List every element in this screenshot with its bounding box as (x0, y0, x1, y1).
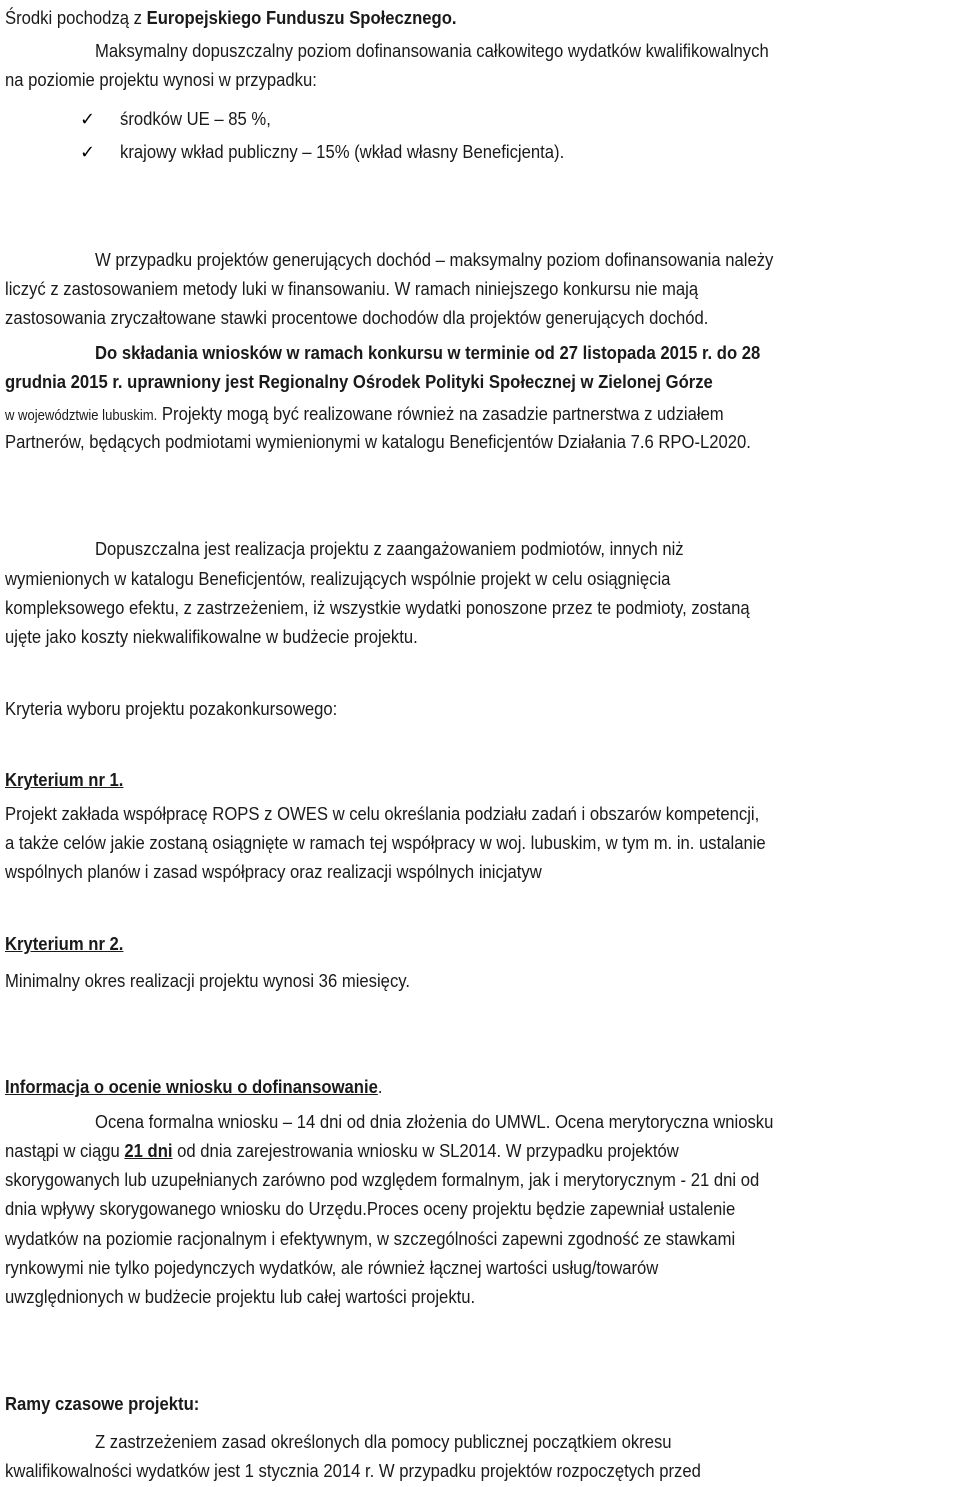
checklist-item-eu-funds: środków UE – 85 %, (120, 108, 271, 129)
checkmark-icon: ✓ (80, 109, 96, 129)
max-cofinancing-line-1: Maksymalny dopuszczalny poziom dofinansowania całkowitego wydatków kwalifikowalnych (95, 40, 769, 61)
criterion-2-title: Kryterium nr 2. (5, 933, 124, 954)
criterion-1-title: Kryterium nr 1. (5, 769, 124, 790)
criterion-2-line-1: Minimalny okres realizacji projektu wynosi 36 miesięcy. (5, 970, 410, 991)
evaluation-line-6: rynkowymi nie tylko pojedynczych wydatków, ale również łącznej wartości usług/towarów (5, 1257, 659, 1278)
entities-line-3: kompleksowego efektu, z zastrzeżeniem, iż wszystkie wydatki ponoszone przez te podmioty, zostaną (5, 597, 750, 618)
partnership-text: Projekty mogą być realizowane również na zasadzie partnerstwa z udziałem (157, 403, 724, 424)
max-cofinancing-line-2: na poziomie projektu wynosi w przypadku: (5, 69, 317, 90)
checkmark-icon: ✓ (80, 142, 96, 162)
partnership-line-2: Partnerów, będących podmiotami wymienionymi w katalogu Beneficjentów Działania 7.6 RPO-L2020. (5, 431, 751, 452)
funding-source-line (5, 6, 457, 30)
funding-source-name: Europejskiego Funduszu Społecznego. (146, 7, 457, 28)
entities-line-2: wymienionych w katalogu Beneficjentów, realizujących wspólnie projekt w celu osiągnięcia (5, 568, 671, 589)
income-projects-line-2: liczyć z zastosowaniem metody luki w finansowaniu. W ramach niniejszego konkursu nie mają (5, 278, 699, 299)
evaluation-line-5: wydatków na poziomie racjonalnym i efektywnym, w szczególności zapewni zgodność ze stawkami (5, 1228, 736, 1249)
evaluation-line-7: uwzględnionych w budżecie projektu lub całej wartości projektu. (5, 1286, 476, 1307)
criterion-1-line-1: Projekt zakłada współpracę ROPS z OWES w celu określania podziału zadań i obszarów kompetencji, (5, 803, 760, 824)
evaluation-line-2: nastąpi w ciągu 21 dni od dnia zarejestrowania wniosku w SL2014. W przypadku projektów (5, 1140, 679, 1161)
evaluation-heading: Informacja o ocenie wniosku o dofinansowanie (5, 1076, 378, 1097)
evaluation-line-3: skorygowanych lub uzupełnianych zarówno pod względem formalnym, jak i merytorycznym - 21 dni od (5, 1169, 760, 1190)
evaluation-days: 21 dni (124, 1140, 173, 1161)
criterion-1-line-2: a także celów jakie zostaną osiągnięte w ramach tej współpracy w woj. lubuskim, w tym m. in. ustalanie (5, 832, 766, 853)
timeframe-line-1: Z zastrzeżeniem zasad określonych dla pomocy publicznej początkiem okresu (95, 1431, 672, 1452)
applicant-line-2: grudnia 2015 r. uprawniony jest Regionalny Ośrodek Polityki Społecznej w Zielonej Górze (5, 371, 713, 392)
funding-source-label: Środki pochodzą z (5, 7, 147, 28)
evaluation-line-1: Ocena formalna wniosku – 14 dni od dnia złożenia do UMWL. Ocena merytoryczna wniosku (95, 1111, 774, 1132)
applicant-line-1: Do składania wniosków w ramach konkursu w terminie od 27 listopada 2015 r. do 28 (95, 342, 761, 363)
income-projects-line-3: zastosowania zryczałtowane stawki procentowe dochodów dla projektów generujących dochód. (5, 307, 709, 328)
partnership-line-1 (5, 402, 724, 428)
voivodeship-label: w województwie lubuskim. (5, 408, 158, 424)
timeframe-heading: Ramy czasowe projektu: (5, 1393, 200, 1414)
criterion-1-line-3: wspólnych planów i zasad współpracy oraz realizacji wspólnych inicjatyw (5, 861, 542, 882)
income-projects-line-1: W przypadku projektów generujących dochód – maksymalny poziom dofinansowania należy (95, 249, 774, 270)
checklist-item-national-contribution: krajowy wkład publiczny – 15% (wkład własny Beneficjenta). (120, 141, 565, 162)
entities-line-1: Dopuszczalna jest realizacja projektu z zaangażowaniem podmiotów, innych niż (95, 538, 684, 559)
criteria-heading: Kryteria wyboru projektu pozakonkursowego: (5, 698, 338, 719)
entities-line-4: ujęte jako koszty niekwalifikowalne w budżecie projektu. (5, 626, 418, 647)
evaluation-line-4: dnia wpływy skorygowanego wniosku do Urzędu.Proces oceny projektu będzie zapewniał ustalenie (5, 1198, 736, 1219)
timeframe-line-2: kwalifikowalności wydatków jest 1 stycznia 2014 r. W przypadku projektów rozpoczętych przed (5, 1460, 701, 1481)
evaluation-heading-line: Informacja o ocenie wniosku o dofinansowanie. (5, 1076, 383, 1097)
